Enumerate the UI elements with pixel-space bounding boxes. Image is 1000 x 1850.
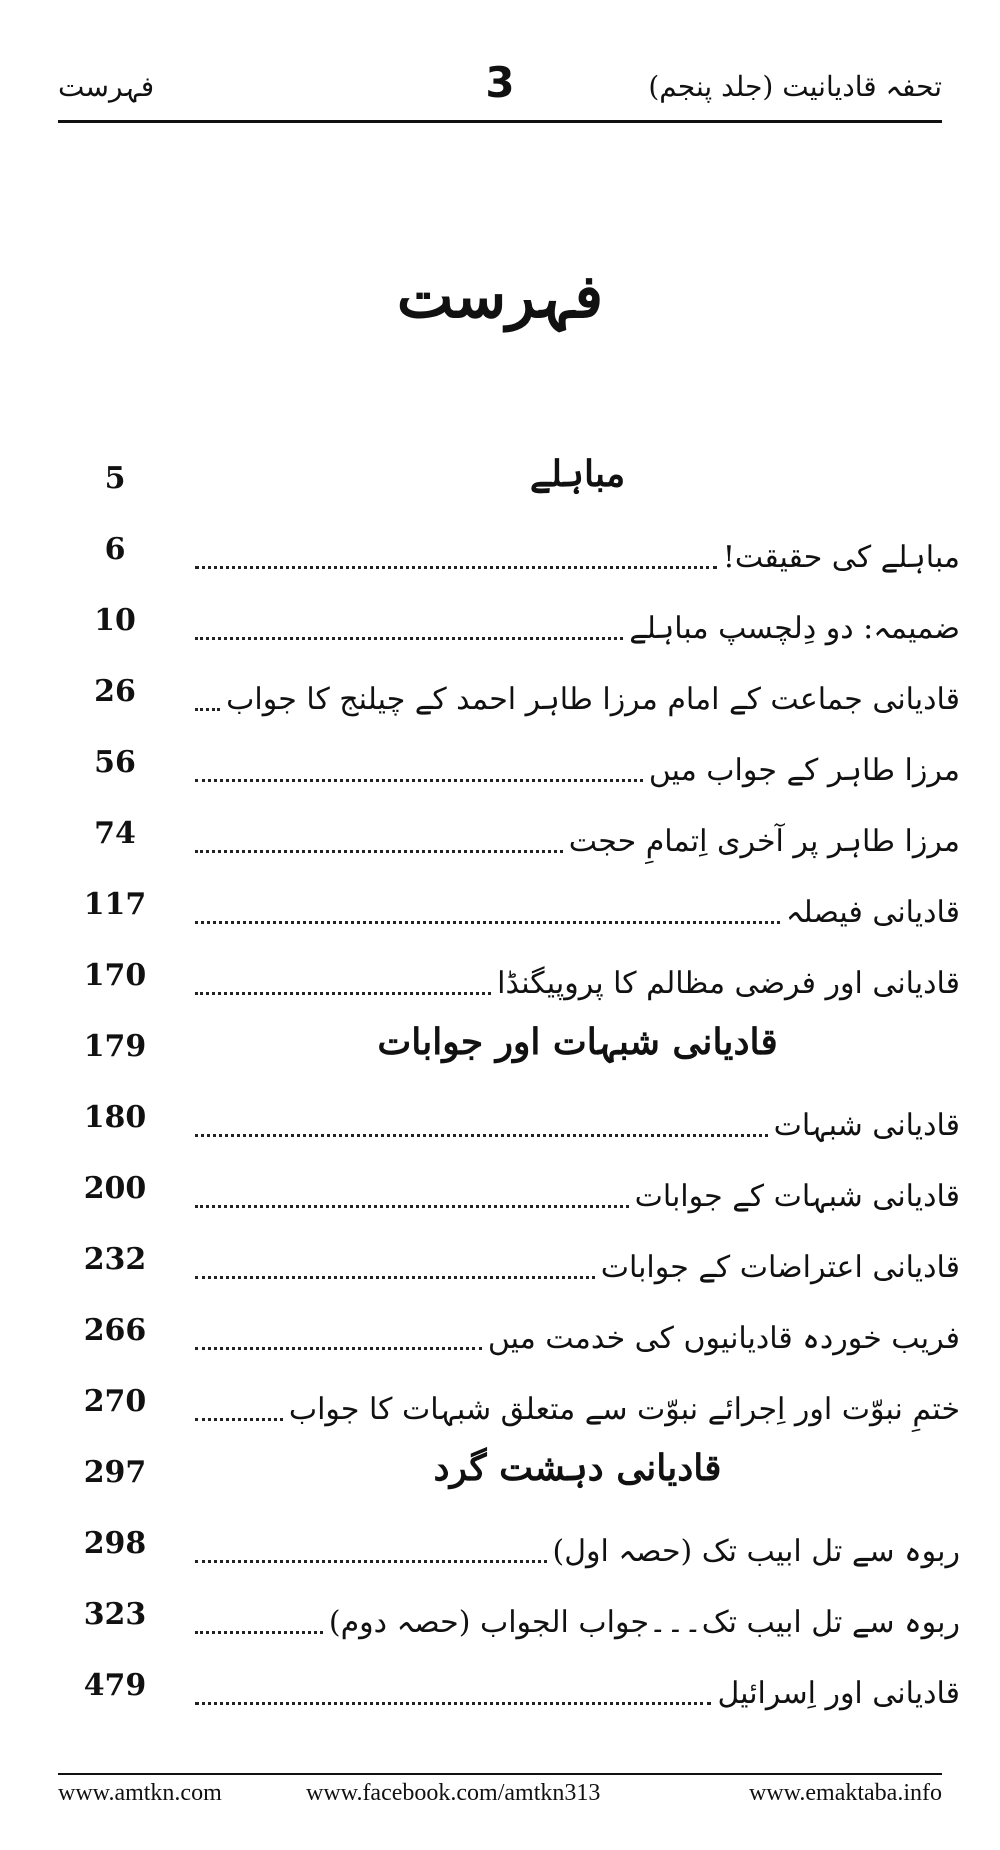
toc-entry: [195, 670, 960, 720]
toc-entry-title: قادیانی اور فرضی مظالم کا پروپیگنڈا: [497, 966, 960, 1001]
toc-entry-title: مرزا طاہر کے جواب میں: [648, 753, 960, 788]
toc-dot-leader: [195, 1631, 323, 1634]
toc-entry-row[interactable]: [0, 1518, 1000, 1589]
toc-entry-row[interactable]: [0, 1376, 1000, 1447]
page-title: فہرست: [396, 262, 604, 332]
toc-section-row[interactable]: [0, 1447, 1000, 1518]
toc-page-number: 479: [83, 1668, 147, 1703]
toc-dot-leader: [195, 850, 563, 853]
toc-page-number: 10: [94, 603, 136, 638]
toc-entry-row[interactable]: [0, 1163, 1000, 1234]
toc-entry-title: قادیانی اور اِسرائیل: [717, 1676, 960, 1711]
footer-link-amtkn[interactable]: www.amtkn.com: [58, 1780, 222, 1806]
toc-section-heading: مباہلے: [529, 453, 626, 495]
toc-dot-leader: [195, 1347, 482, 1350]
page-header: [58, 58, 942, 120]
toc-page-number: 56: [94, 745, 136, 780]
toc-entry: [195, 1593, 960, 1643]
toc-page-number: 200: [83, 1171, 147, 1206]
toc-entry-title: مرزا طاہر پر آخری اِتمامِ حجت: [568, 824, 960, 859]
toc-page-number: 180: [83, 1100, 147, 1135]
toc-entry-title: ربوہ سے تل ابیب تک (حصہ اول): [552, 1534, 960, 1569]
toc-entry: [195, 1167, 960, 1217]
toc-entry: [195, 812, 960, 862]
toc-entry: [195, 883, 960, 933]
toc-section-heading: قادیانی دہشت گرد: [433, 1447, 722, 1489]
toc-entry-row[interactable]: [0, 879, 1000, 950]
toc-entry: [195, 1664, 960, 1714]
toc-entry-row[interactable]: [0, 595, 1000, 666]
toc-page-number: 179: [83, 1029, 147, 1064]
toc-dot-leader: [195, 1205, 629, 1208]
toc-dot-leader: [195, 1276, 595, 1279]
toc-entry-row[interactable]: [0, 1660, 1000, 1731]
toc-entry: [195, 1238, 960, 1288]
toc-entry-title: قادیانی اعتراضات کے جوابات: [600, 1250, 960, 1285]
toc-dot-leader: [195, 1134, 768, 1137]
toc-entry: [195, 1380, 960, 1430]
toc-entry: [195, 954, 960, 1004]
toc-page-number: 298: [83, 1526, 147, 1561]
toc-entry: [195, 1096, 960, 1146]
toc-dot-leader: [195, 992, 491, 995]
toc-page-number: 270: [83, 1384, 147, 1419]
toc-entry-row[interactable]: [0, 950, 1000, 1021]
toc-entry-row[interactable]: [0, 808, 1000, 879]
toc-dot-leader: [195, 637, 623, 640]
toc-entry-row[interactable]: [0, 1589, 1000, 1660]
toc-entry: [195, 1309, 960, 1359]
toc-entry-title: ربوہ سے تل ابیب تک۔۔۔جواب الجواب (حصہ دوم): [328, 1605, 960, 1640]
toc-entry: [195, 741, 960, 791]
toc-page-number: 232: [83, 1242, 147, 1277]
toc-page-number: 117: [83, 887, 147, 922]
toc-entry-title: ختمِ نبوّت اور اِجرائے نبوّت سے متعلق شبہات کا جواب: [288, 1392, 960, 1427]
toc-entry-row[interactable]: [0, 1092, 1000, 1163]
toc-dot-leader: [195, 779, 643, 782]
footer-link-emaktaba[interactable]: www.emaktaba.info: [748, 1780, 942, 1806]
toc-entry-row[interactable]: [0, 737, 1000, 808]
toc-section-row[interactable]: [0, 1021, 1000, 1092]
toc-section-heading: قادیانی شبہات اور جوابات: [377, 1021, 778, 1063]
toc-entry: [195, 528, 960, 578]
toc-entry-row[interactable]: [0, 666, 1000, 737]
toc-entry-title: قادیانی شبہات: [773, 1108, 960, 1143]
toc-page-number: 6: [104, 532, 126, 567]
toc-entry: [195, 1522, 960, 1572]
toc-entry-title: مباہلے کی حقیقت!: [722, 540, 960, 575]
toc-section-row[interactable]: [0, 453, 1000, 524]
toc-page-number: 297: [83, 1455, 147, 1490]
toc-dot-leader: [195, 921, 780, 924]
toc-page-number: 26: [94, 674, 136, 709]
toc-dot-leader: [195, 566, 717, 569]
footer-rule: [58, 1773, 942, 1775]
page-footer: [58, 1780, 942, 1816]
toc-entry-row[interactable]: [0, 1234, 1000, 1305]
toc-page-number: 266: [83, 1313, 147, 1348]
toc-entry-title: قادیانی فیصلہ: [785, 895, 960, 930]
toc-entry-title: قادیانی جماعت کے امام مرزا طاہر احمد کے چیلنج کا جواب: [226, 682, 960, 717]
toc-page-number: 5: [104, 461, 126, 496]
toc-entry-row[interactable]: [0, 1305, 1000, 1376]
toc-dot-leader: [195, 708, 220, 711]
toc-entry-title: فریب خوردہ قادیانیوں کی خدمت میں: [487, 1321, 960, 1356]
toc-entry-row[interactable]: [0, 524, 1000, 595]
toc-dot-leader: [195, 1418, 283, 1421]
toc-entry: [195, 599, 960, 649]
toc-dot-leader: [195, 1702, 711, 1705]
header-rule: [58, 120, 942, 123]
header-book-title: تحفہ قادیانیت (جلد پنجم): [648, 70, 942, 103]
toc-entry-title: قادیانی شبہات کے جوابات: [634, 1179, 960, 1214]
toc-page-number: 170: [83, 958, 147, 993]
footer-link-facebook[interactable]: www.facebook.com/amtkn313: [306, 1780, 601, 1806]
header-chapter-title: فہرست: [58, 70, 155, 103]
header-page-number: 3: [485, 58, 515, 107]
toc-page-number: 323: [83, 1597, 147, 1632]
toc-page-number: 74: [94, 816, 136, 851]
toc-dot-leader: [195, 1560, 547, 1563]
toc-entry-title: ضمیمہ: دو دِلچسپ مباہلے: [629, 611, 960, 646]
